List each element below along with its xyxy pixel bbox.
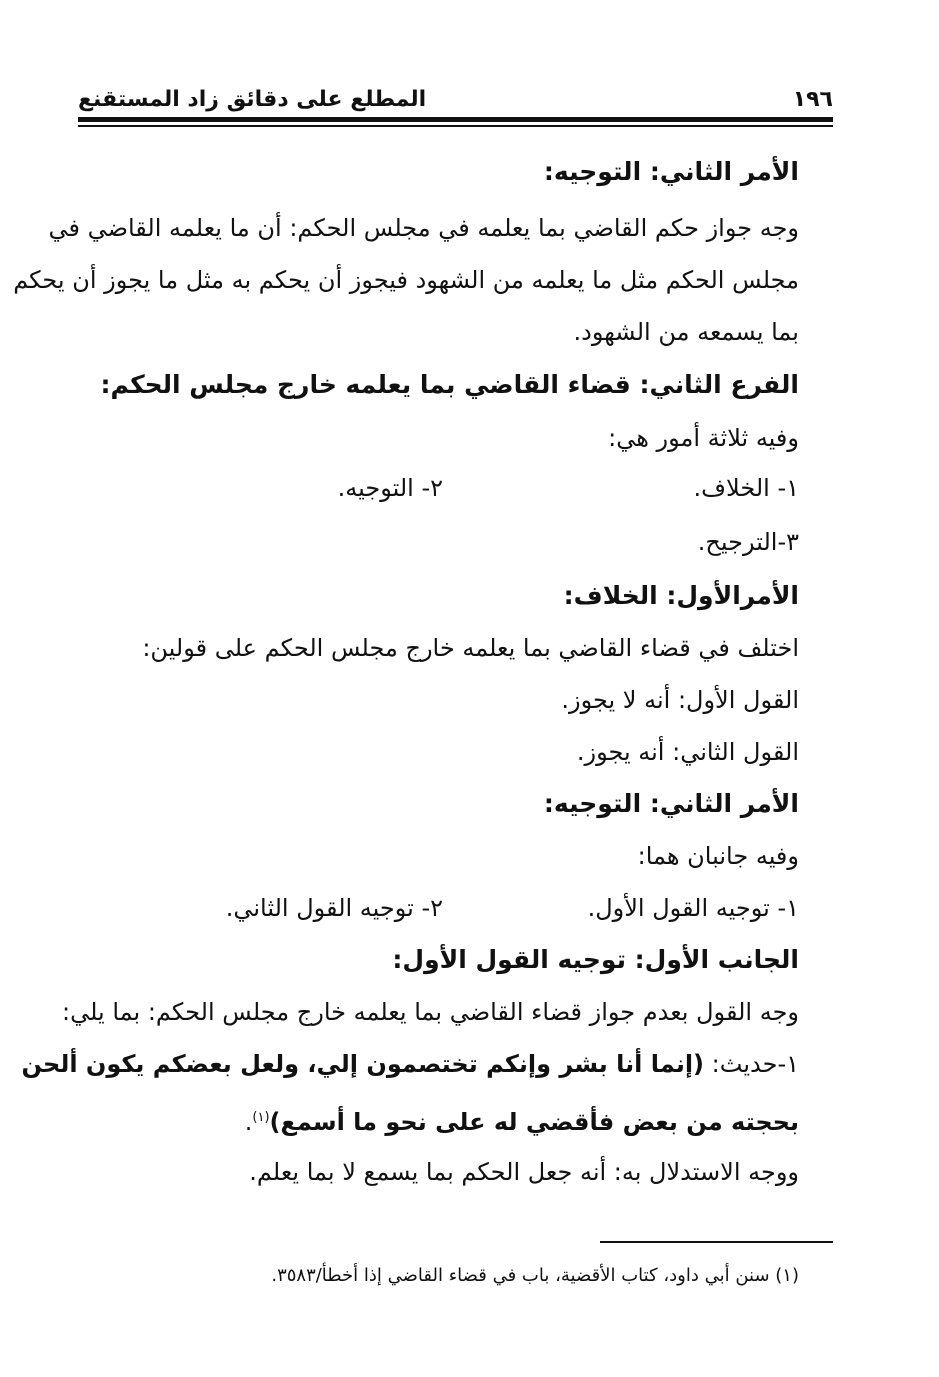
paragraph-line: القول الثاني: أنه يجوز.	[576, 738, 799, 766]
hadith-text: (إنما أنا بشر وإنكم تختصمون إلي، ولعل بعضكم يكون ألحن	[21, 1050, 705, 1078]
page-number: ١٩٦	[792, 86, 833, 112]
paragraph-line: اختلف في قضاء القاضي بما يعلمه خارج مجلس الحكم على قولين:	[142, 634, 799, 662]
list-item: ١- توجيه القول الأول.	[587, 894, 799, 922]
section-heading: الأمرالأول: الخلاف:	[563, 581, 799, 610]
paragraph-line: وفيه جانبان هما:	[637, 842, 799, 870]
section-heading: الأمر الثاني: التوجيه:	[543, 157, 799, 186]
list-item: ٣-الترجيح.	[697, 528, 799, 556]
paragraph-line: وفيه ثلاثة أمور هي:	[608, 424, 799, 452]
paragraph-line: مجلس الحكم مثل ما يعلمه من الشهود فيجوز أن يحكم به مثل ما يجوز أن يحكم	[13, 266, 799, 294]
header-divider	[78, 117, 833, 122]
hadith-prefix: ١-حديث:	[711, 1050, 799, 1078]
paragraph-line: وجه القول بعدم جواز قضاء القاضي بما يعلمه خارج مجلس الحكم: بما يلي:	[61, 998, 799, 1026]
section-heading: الجانب الأول: توجيه القول الأول:	[392, 945, 799, 974]
paragraph-line: بما يسمعه من الشهود.	[573, 318, 799, 346]
header-divider-thin	[78, 125, 833, 127]
hadith-text: بحجته من بعض فأقضي له على نحو ما أسمع)	[269, 1108, 799, 1136]
list-item: ٢- التوجيه.	[337, 474, 443, 502]
paragraph-line: وجه جواز حكم القاضي بما يعلمه في مجلس الحكم: أن ما يعلمه القاضي في	[48, 214, 799, 242]
footnote-marker: (١)	[252, 1110, 270, 1125]
list-item: ٢- توجيه القول الثاني.	[225, 894, 443, 922]
footnote-divider	[600, 1241, 833, 1243]
branch-heading: الفرع الثاني: قضاء القاضي بما يعلمه خارج مجلس الحكم:	[100, 370, 799, 399]
footnote: (١) سنن أبي داود، كتاب الأقضية، باب في قضاء القاضي إذا أخطأ/٣٥٨٣.	[271, 1265, 799, 1286]
hadith-end: .	[244, 1108, 253, 1136]
list-item: ١- الخلاف.	[693, 474, 799, 502]
paragraph-line: القول الأول: أنه لا يجوز.	[561, 686, 799, 714]
paragraph-line: ووجه الاستدلال به: أنه جعل الحكم بما يسمع لا بما يعلم.	[249, 1158, 799, 1186]
page-header	[78, 84, 833, 114]
hadith-line	[245, 1100, 799, 1140]
section-heading: الأمر الثاني: التوجيه:	[543, 789, 799, 818]
book-title: المطلع على دقائق زاد المستقنع	[78, 86, 427, 112]
hadith-line	[21, 1046, 799, 1082]
